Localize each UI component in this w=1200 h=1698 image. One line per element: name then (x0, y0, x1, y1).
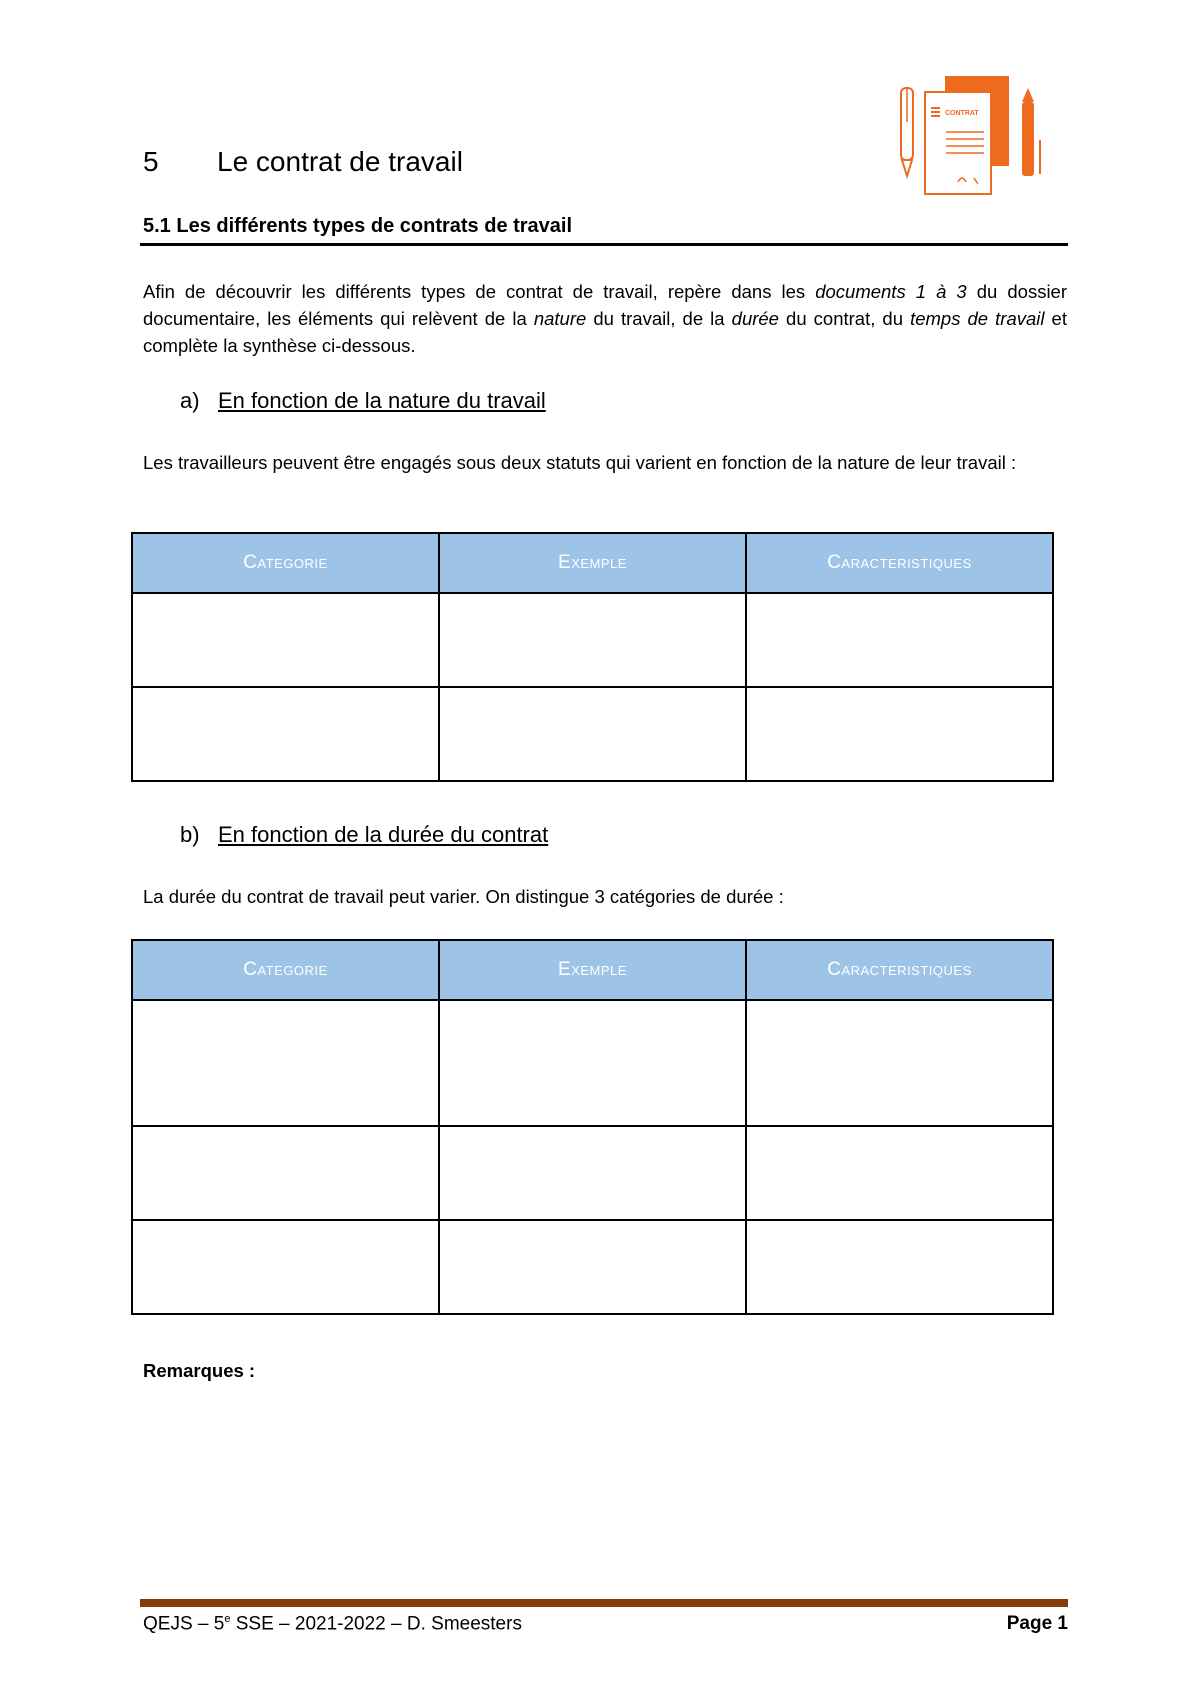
remarques-label: Remarques : (143, 1360, 256, 1381)
table-cell[interactable] (132, 1000, 439, 1126)
contract-icon (888, 72, 1044, 204)
duree-table (131, 939, 1054, 1315)
subsection-a-title: En fonction de la nature du travail (218, 388, 546, 413)
page-number: Page 1 (1006, 1613, 1068, 1634)
table-cell[interactable] (132, 1220, 439, 1314)
table-cell[interactable] (746, 1220, 1053, 1314)
subsection-b-text: La durée du contrat de travail peut varier. On distingue 3 catégories de durée : (143, 886, 784, 907)
header-exemple: Exemple (439, 940, 746, 1000)
subsection-b-letter: b) (180, 822, 200, 847)
section-divider (140, 243, 1068, 246)
table-cell[interactable] (439, 1220, 746, 1314)
table-cell[interactable] (746, 1000, 1053, 1126)
footer-divider (140, 1599, 1068, 1607)
intro-docs: documents 1 à 3 (815, 281, 967, 302)
table-cell[interactable] (132, 593, 439, 687)
table-row (132, 1126, 1053, 1220)
subsection-b-title: En fonction de la durée du contrat (218, 822, 549, 847)
logo-label: CONTRAT (945, 110, 979, 117)
table-row (132, 1220, 1053, 1314)
table-cell[interactable] (746, 593, 1053, 687)
table-cell[interactable] (746, 687, 1053, 781)
chapter-heading (143, 146, 463, 178)
intro-nature: nature (533, 308, 587, 329)
section-title: 5.1 Les différents types de contrats de travail (143, 215, 573, 237)
footer-left: QEJS – 5e SSE – 2021-2022 – D. Smeesters (143, 1613, 522, 1635)
table-cell[interactable] (132, 1126, 439, 1220)
header-categorie: Categorie (132, 940, 439, 1000)
header-caracteristiques: Caracteristiques (746, 533, 1053, 593)
nature-table (131, 532, 1054, 782)
table-cell[interactable] (439, 687, 746, 781)
header-caracteristiques: Caracteristiques (746, 940, 1053, 1000)
header-categorie: Categorie (132, 533, 439, 593)
subsection-b-heading (180, 822, 548, 848)
table-cell[interactable] (439, 1126, 746, 1220)
subsection-a-heading (180, 388, 546, 414)
table-cell[interactable] (132, 687, 439, 781)
subsection-a-letter: a) (180, 388, 200, 413)
table-header-row (132, 940, 1053, 1000)
table-cell[interactable] (439, 593, 746, 687)
table-cell[interactable] (746, 1126, 1053, 1220)
subsection-a-text: Les travailleurs peuvent être engagés sous deux statuts qui varient en fonction de la nature de leur travail : (143, 452, 1017, 473)
intro-duree: durée (731, 308, 779, 329)
intro-paragraph: Afin de découvrir les différents types de contrat de travail, repère dans les documents 1 à 3 du dossier documentaire, les éléments qui relèvent de la nature du travail, de la durée du contrat, du temps de travail et complète la synthèse ci-dessous. (143, 281, 1068, 356)
footer-sup: e (224, 1613, 231, 1625)
chapter-title: Le contrat de travail (217, 146, 463, 177)
table-header-row (132, 533, 1053, 593)
intro-temps: temps de travail (910, 308, 1045, 329)
header-exemple: Exemple (439, 533, 746, 593)
table-row (132, 1000, 1053, 1126)
table-row (132, 687, 1053, 781)
chapter-number: 5 (143, 146, 159, 177)
table-row (132, 593, 1053, 687)
table-cell[interactable] (439, 1000, 746, 1126)
